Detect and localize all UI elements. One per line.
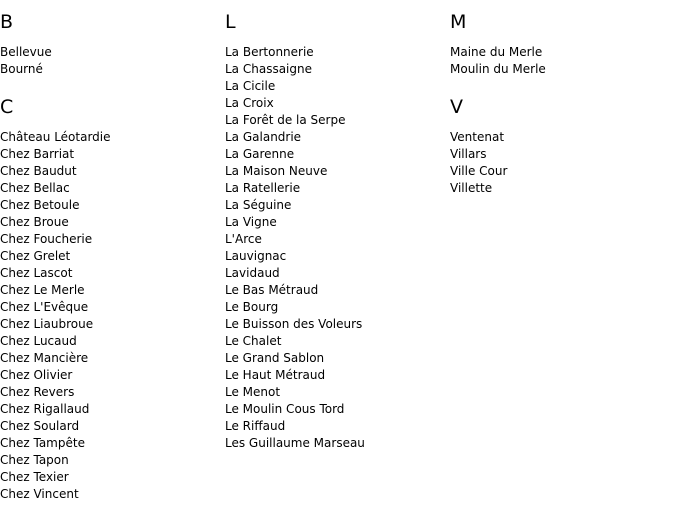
place-name: Chez Lucaud	[0, 334, 77, 348]
place-name: La Galandrie	[225, 130, 302, 144]
letter-heading: B	[0, 11, 14, 33]
place-name: Chez Mancière	[0, 351, 89, 365]
letter-heading: C	[0, 96, 14, 118]
place-name: Chez Le Merle	[0, 283, 85, 297]
place-name: Lauvignac	[225, 249, 287, 263]
place-name: Le Buisson des Voleurs	[225, 317, 363, 331]
place-list	[0, 129, 220, 503]
letter-heading: M	[450, 11, 467, 33]
place-name: Chez Vincent	[0, 487, 79, 501]
place-name: Chez Tampête	[0, 436, 85, 450]
place-name: La Cicile	[225, 79, 276, 93]
place-name: Chez Rigallaud	[0, 402, 90, 416]
place-name: La Ratellerie	[225, 181, 301, 195]
index-column-1	[0, 10, 220, 520]
place-name: Chez Liaubroue	[0, 317, 94, 331]
letter-heading: V	[450, 96, 463, 118]
place-list	[450, 44, 670, 78]
place-name: La Garenne	[225, 147, 295, 161]
place-name: Les Guillaume Marseau	[225, 436, 365, 450]
place-list	[450, 129, 670, 197]
place-name: La Maison Neuve	[225, 164, 328, 178]
place-name: Chez Betoule	[0, 198, 80, 212]
letter-group	[225, 10, 445, 452]
letter-group	[0, 10, 220, 78]
place-list	[225, 44, 445, 452]
place-name: Chez Tapon	[0, 453, 69, 467]
place-name: Le Moulin Cous Tord	[225, 402, 345, 416]
letter-group	[0, 95, 220, 503]
place-name: Chez L'Evêque	[0, 300, 89, 314]
index-column-2	[225, 10, 445, 469]
place-name: Le Bas Métraud	[225, 283, 319, 297]
place-name: Chez Soulard	[0, 419, 80, 433]
place-name: Chez Barriat	[0, 147, 75, 161]
place-list	[0, 44, 220, 78]
place-name: La Séguine	[225, 198, 292, 212]
place-name: La Chassaigne	[225, 62, 312, 76]
place-name: Lavidaud	[225, 266, 280, 280]
place-name: Chez Foucherie	[0, 232, 93, 246]
place-name: Le Riffaud	[225, 419, 286, 433]
place-name: Chez Olivier	[0, 368, 73, 382]
place-name: Ville Cour	[450, 164, 508, 178]
letter-group	[450, 10, 670, 78]
place-name: Ventenat	[450, 130, 505, 144]
place-name: Chez Bellac	[0, 181, 70, 195]
place-name: Villette	[450, 181, 493, 195]
place-name: Villars	[450, 147, 487, 161]
place-name: Chez Lascot	[0, 266, 73, 280]
place-name: La Vigne	[225, 215, 277, 229]
place-name: Chez Grelet	[0, 249, 71, 263]
place-name: La Bertonnerie	[225, 45, 314, 59]
index-column-3	[450, 10, 670, 214]
place-name: La Croix	[225, 96, 274, 110]
place-name: Chez Broue	[0, 215, 69, 229]
place-name: Château Léotardie	[0, 130, 111, 144]
place-name: L'Arce	[225, 232, 262, 246]
place-name: Le Menot	[225, 385, 281, 399]
place-name: Bourné	[0, 62, 43, 76]
place-name: Chez Revers	[0, 385, 75, 399]
place-name: Le Chalet	[225, 334, 282, 348]
place-name: Maine du Merle	[450, 45, 543, 59]
letter-group	[450, 95, 670, 197]
place-name: Le Haut Métraud	[225, 368, 326, 382]
letter-heading: L	[225, 11, 236, 33]
place-name: Le Bourg	[225, 300, 279, 314]
place-name: Moulin du Merle	[450, 62, 546, 76]
place-name: La Forêt de la Serpe	[225, 113, 346, 127]
place-name: Le Grand Sablon	[225, 351, 325, 365]
place-name: Chez Baudut	[0, 164, 77, 178]
place-name: Bellevue	[0, 45, 52, 59]
place-name: Chez Texier	[0, 470, 69, 484]
